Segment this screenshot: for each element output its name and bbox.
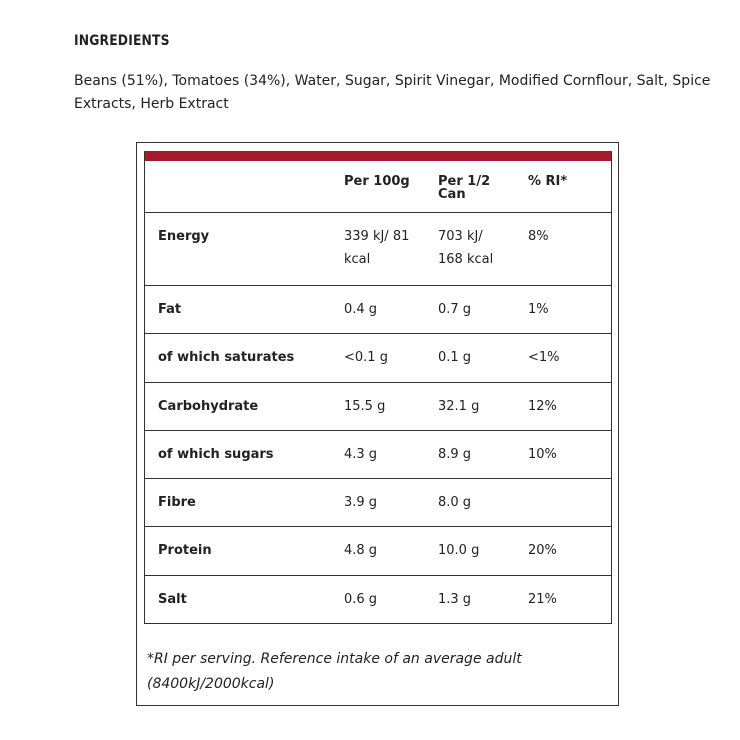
cell-label: of which sugars xyxy=(158,446,274,462)
cell-half: 703 kJ/ 168 kcal xyxy=(438,229,494,267)
cell-half: 10.0 g xyxy=(438,543,480,559)
table-row xyxy=(145,576,611,624)
table-row xyxy=(145,213,611,286)
table-row xyxy=(145,334,611,382)
footnote: *RI per serving. Reference intake of an average adult (8400kJ/2000kcal) xyxy=(147,651,522,692)
cell-per100: 4.3 g xyxy=(344,446,378,462)
cell-half: 8.0 g xyxy=(438,495,472,511)
table-row xyxy=(145,527,611,575)
cell-half: 0.1 g xyxy=(438,350,472,366)
cell-per100: 0.6 g xyxy=(344,591,378,607)
table-row xyxy=(145,479,611,527)
cell-per100: 339 kJ/ 81 kcal xyxy=(344,229,410,267)
cell-label: Salt xyxy=(158,591,187,607)
cell-per100: <0.1 g xyxy=(344,350,388,366)
nutrition-table xyxy=(144,151,612,624)
cell-label: Energy xyxy=(158,229,210,244)
cell-per100: 0.4 g xyxy=(344,302,378,317)
ingredients-text: Beans (51%), Tomatoes (34%), Water, Sugar, Spirit Vinegar, Modified Cornflour, Salt, Spice Extracts, Herb Extract xyxy=(74,73,711,112)
cell-ri: 12% xyxy=(528,398,557,414)
cell-ri: 8% xyxy=(528,229,549,244)
cell-ri: 10% xyxy=(528,446,557,462)
cell-label: Carbohydrate xyxy=(158,398,259,414)
cell-ri: 21% xyxy=(528,591,557,607)
cell-label: of which saturates xyxy=(158,350,295,366)
cell-label: Fat xyxy=(158,302,182,317)
cell-per100: 15.5 g xyxy=(344,398,386,414)
cell-label: Protein xyxy=(158,543,212,559)
cell-half: 8.9 g xyxy=(438,446,472,462)
cell-label: Fibre xyxy=(158,495,196,511)
table-row xyxy=(145,431,611,479)
cell-half: 0.7 g xyxy=(438,302,472,317)
header-half-can: Per 1/2 Can xyxy=(438,174,491,202)
cell-half: 1.3 g xyxy=(438,591,472,607)
table-row xyxy=(145,383,611,431)
cell-per100: 4.8 g xyxy=(344,543,378,559)
cell-ri: 20% xyxy=(528,543,557,559)
accent-bar xyxy=(145,151,611,161)
table-row xyxy=(145,286,611,334)
table-header xyxy=(145,161,611,213)
cell-half: 32.1 g xyxy=(438,398,480,414)
cell-per100: 3.9 g xyxy=(344,495,378,511)
cell-ri: 1% xyxy=(528,302,549,317)
cell-ri: <1% xyxy=(528,350,560,366)
header-per100: Per 100g xyxy=(344,174,410,189)
nutrition-box xyxy=(136,142,619,706)
ingredients-heading: INGREDIENTS xyxy=(74,33,170,49)
header-ri: % RI* xyxy=(528,174,568,189)
